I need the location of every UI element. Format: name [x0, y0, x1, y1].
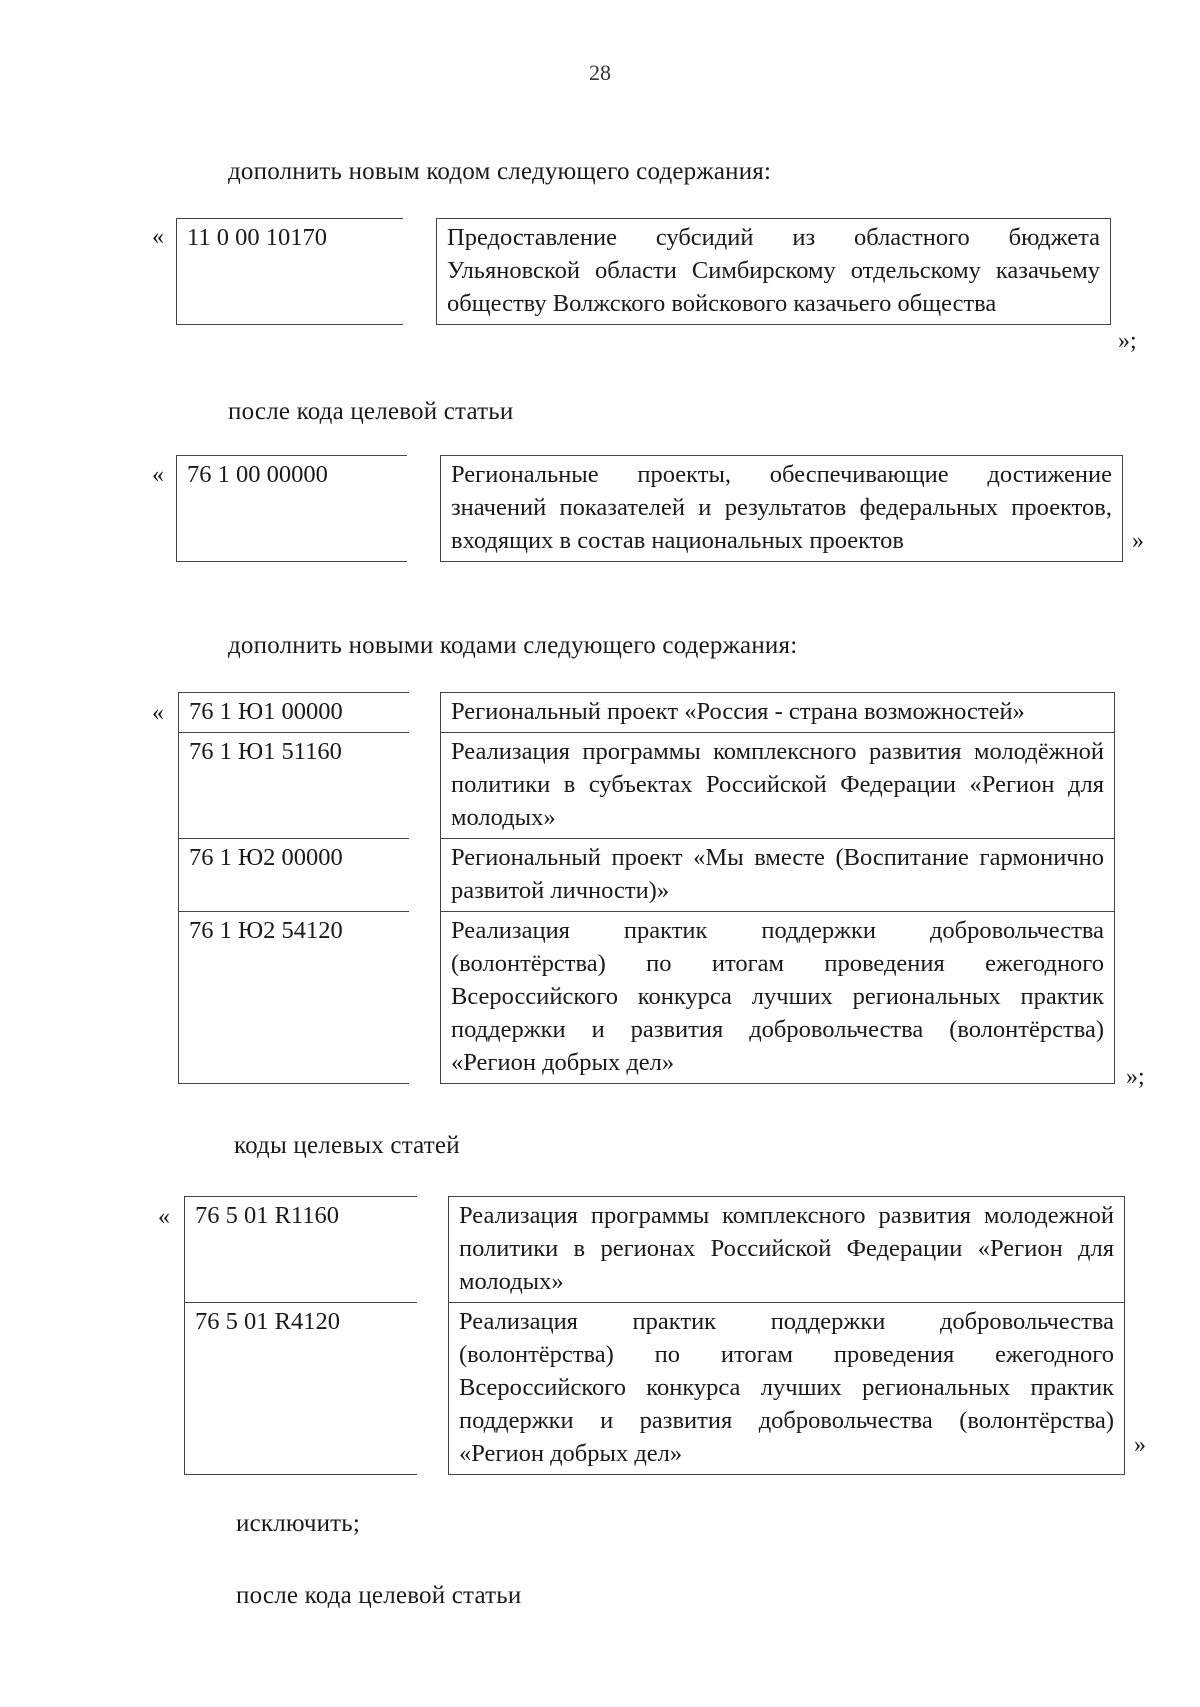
closing-quote: »; — [1126, 1064, 1145, 1090]
target-description: Реализация программы комплексного развития молодёжной политики в субъектах Российской Федерации «Регион для молодых» — [441, 733, 1115, 839]
target-code: 11 0 00 10170 — [177, 219, 403, 325]
opening-quote: « — [158, 1204, 170, 1230]
code-table-1 — [176, 218, 1111, 325]
table-row — [179, 912, 1115, 1084]
target-description: Реализация программы комплексного развития молодежной политики в регионах Российской Федерации «Регион для молодых» — [449, 1197, 1125, 1303]
table-row — [179, 839, 1115, 912]
target-code: 76 1 Ю2 54120 — [179, 912, 409, 1084]
target-code: 76 5 01 R1160 — [185, 1197, 417, 1303]
target-code: 76 1 Ю2 00000 — [179, 839, 409, 912]
paragraph-after-code: после кода целевой статьи — [228, 398, 514, 425]
table-row — [179, 733, 1115, 839]
opening-quote: « — [152, 700, 164, 726]
paragraph-exclude: исключить; — [236, 1510, 361, 1537]
paragraph-add-new-codes: дополнить новыми кодами следующего содержания: — [228, 632, 798, 659]
closing-quote: » — [1132, 528, 1144, 554]
target-description: Реализация практик поддержки добровольчества (волонтёрства) по итогам проведения ежегодного Всероссийского конкурса лучших региональных практик поддержки и развития добровольчества (волонтёрства) «Регион добрых дел» — [441, 912, 1115, 1084]
target-description: Региональные проекты, обеспечивающие достижение значений показателей и результатов федеральных проектов, входящих в состав национальных проектов — [441, 456, 1123, 562]
target-description: Реализация практик поддержки добровольчества (волонтёрства) по итогам проведения ежегодного Всероссийского конкурса лучших региональных практик поддержки и развития добровольчества (волонтёрства) «Регион добрых дел» — [449, 1303, 1125, 1475]
closing-quote: » — [1134, 1432, 1146, 1458]
table-row — [179, 693, 1115, 733]
opening-quote: « — [152, 462, 164, 488]
target-description: Предоставление субсидий из областного бюджета Ульяновской области Симбирскому отдельскому казачьему обществу Волжского войскового казачьего общества — [437, 219, 1111, 325]
opening-quote: « — [152, 224, 164, 250]
table-row — [177, 456, 1123, 562]
table-row — [177, 219, 1111, 325]
target-description: Региональный проект «Мы вместе (Воспитание гармонично развитой личности)» — [441, 839, 1115, 912]
target-code: 76 5 01 R4120 — [185, 1303, 417, 1475]
closing-quote: »; — [1118, 328, 1137, 354]
table-row — [185, 1303, 1125, 1475]
target-description: Региональный проект «Россия - страна возможностей» — [441, 693, 1115, 733]
page-number: 28 — [589, 60, 611, 85]
paragraph-add-new-code: дополнить новым кодом следующего содержания: — [228, 158, 772, 185]
code-table-2 — [176, 455, 1123, 562]
table-row — [185, 1197, 1125, 1303]
code-table-3 — [178, 692, 1115, 1084]
paragraph-after-code-2: после кода целевой статьи — [236, 1582, 522, 1609]
target-code: 76 1 00 00000 — [177, 456, 407, 562]
paragraph-target-codes: коды целевых статей — [234, 1132, 460, 1159]
code-table-4 — [184, 1196, 1125, 1475]
target-code: 76 1 Ю1 00000 — [179, 693, 409, 733]
target-code: 76 1 Ю1 51160 — [179, 733, 409, 839]
